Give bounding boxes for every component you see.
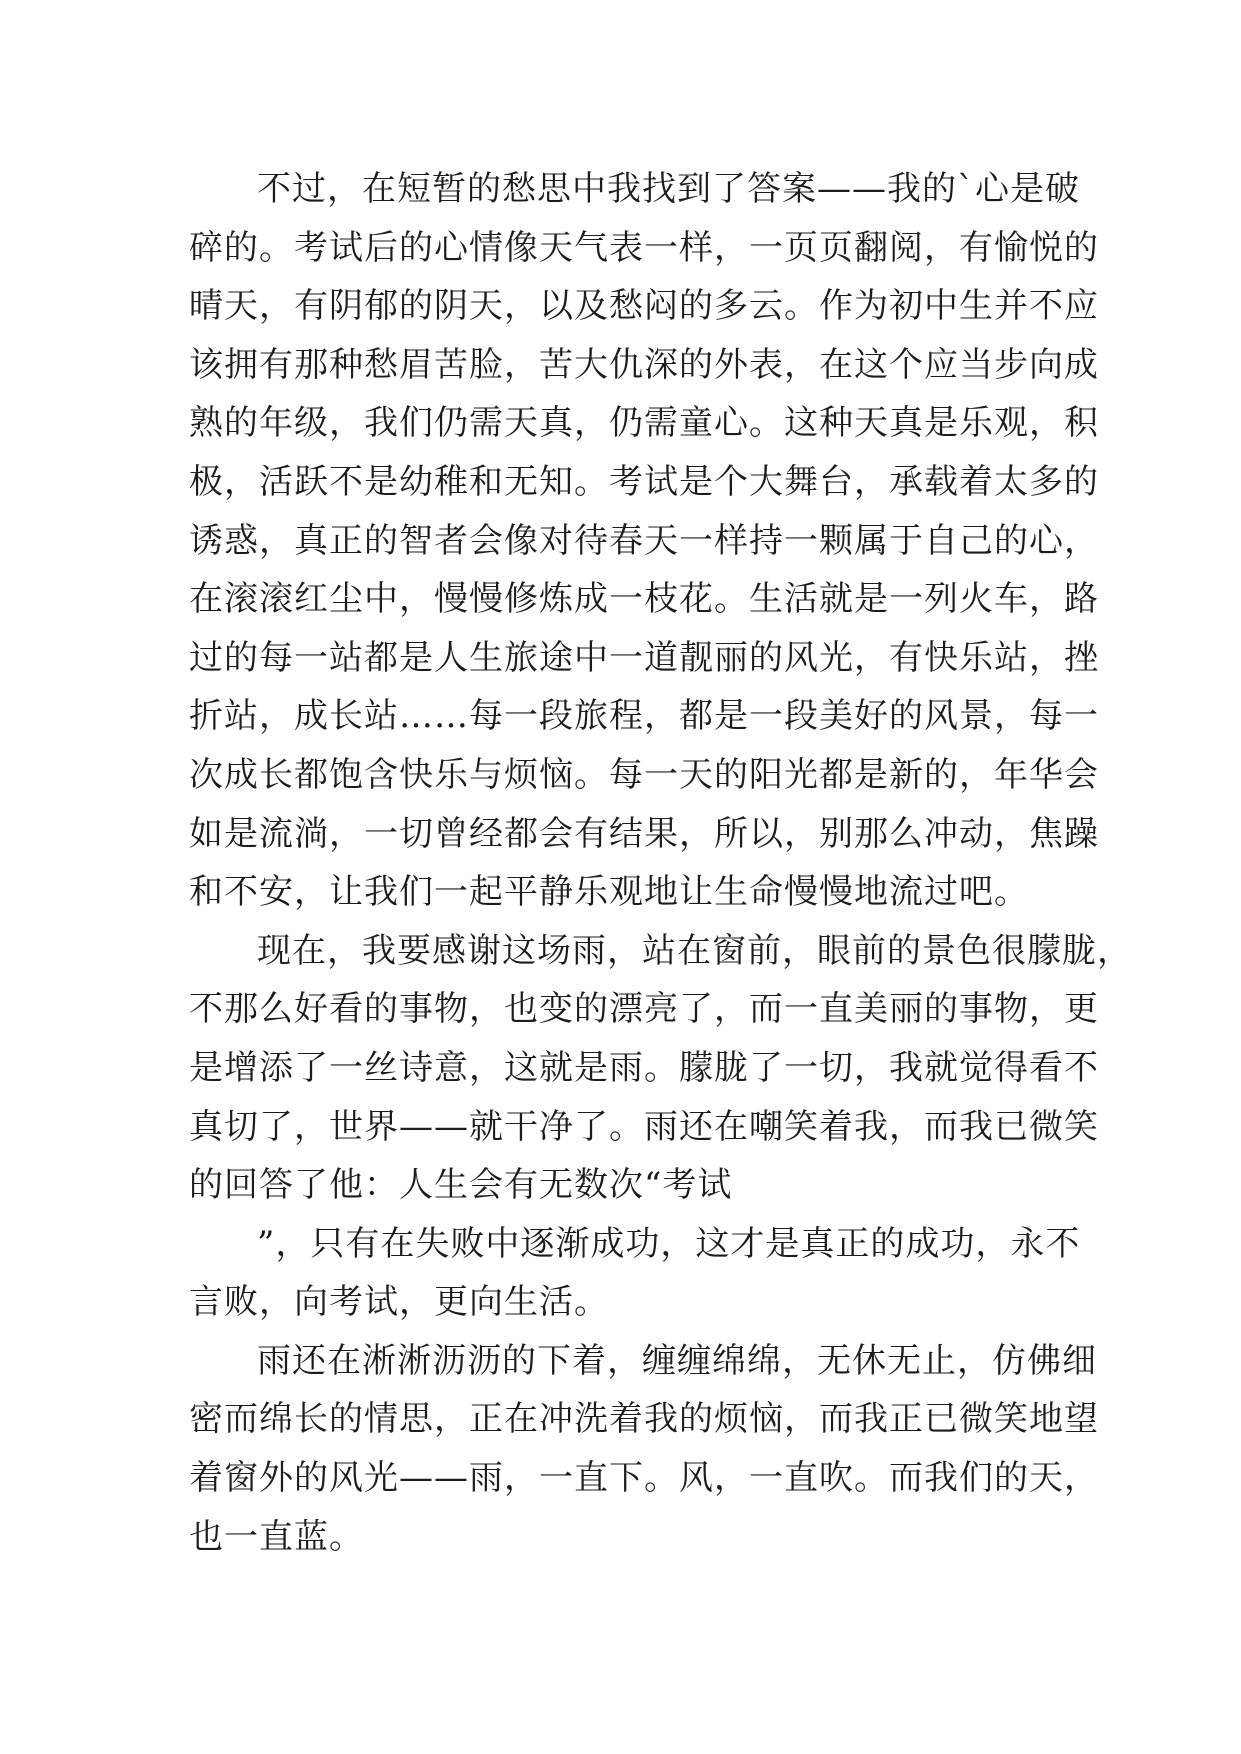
text-line: 和不安，让我们一起平静乐观地让生命慢慢地流过吧。 xyxy=(189,872,1029,913)
essay-body xyxy=(189,160,1132,1566)
text-line: 也一直蓝。 xyxy=(189,1516,364,1557)
text-line: 晴天，有阴郁的阴天，以及愁闷的多云。作为初中生并不应 xyxy=(189,286,1099,327)
text-line: 言败，向考试，更向生活。 xyxy=(189,1282,609,1323)
text-line: 如是流淌，一切曾经都会有结果，所以，别那么冲动，焦躁 xyxy=(189,813,1099,854)
text-line: 真切了，世界——就干净了。雨还在嘲笑着我，而我已微笑 xyxy=(189,1106,1099,1147)
text-line: 在滚滚红尘中，慢慢修炼成一枝花。生活就是一列火车，路 xyxy=(189,579,1099,620)
text-line: 不那么好看的事物，也变的漂亮了，而一直美丽的事物，更 xyxy=(189,989,1099,1030)
text-line: 是增添了一丝诗意，这就是雨。朦胧了一切，我就觉得看不 xyxy=(189,1047,1099,1088)
text-line: ”，只有在失败中逐渐成功，这才是真正的成功，永不 xyxy=(257,1223,1081,1264)
text-line: 极，活跃不是幼稚和无知。考试是个大舞台，承载着太多的 xyxy=(189,461,1099,502)
text-line: 碎的。考试后的心情像天气表一样，一页页翻阅，有愉悦的 xyxy=(189,227,1099,268)
text-line: 该拥有那种愁眉苦脸，苦大仇深的外表，在这个应当步向成 xyxy=(189,344,1099,385)
text-line: 着窗外的风光——雨，一直下。风，一直吹。而我们的天， xyxy=(189,1458,1099,1499)
text-line: 不过，在短暂的愁思中我找到了答案——我的`心是破 xyxy=(257,169,1080,209)
text-line: 现在，我要感谢这场雨，站在窗前，眼前的景色很朦胧， xyxy=(257,930,1132,971)
text-line: 密而绵长的情思，正在冲洗着我的烦恼，而我正已微笑地望 xyxy=(189,1399,1099,1440)
text-line: 诱惑，真正的智者会像对待春天一样持一颗属于自己的心， xyxy=(189,520,1099,561)
text-line: 次成长都饱含快乐与烦恼。每一天的阳光都是新的，年华会 xyxy=(189,754,1099,795)
text-line: 熟的年级，我们仍需天真，仍需童心。这种天真是乐观，积 xyxy=(189,403,1099,444)
text-line: 雨还在淅淅沥沥的下着，缠缠绵绵，无休无止，仿佛细 xyxy=(257,1340,1097,1381)
text-line: 折站，成长站……每一段旅程，都是一段美好的风景，每一 xyxy=(189,696,1099,737)
text-line: 过的每一站都是人生旅途中一道靓丽的风光，有快乐站，挫 xyxy=(189,637,1099,678)
text-line: 的回答了他：人生会有无数次“考试 xyxy=(189,1165,733,1206)
